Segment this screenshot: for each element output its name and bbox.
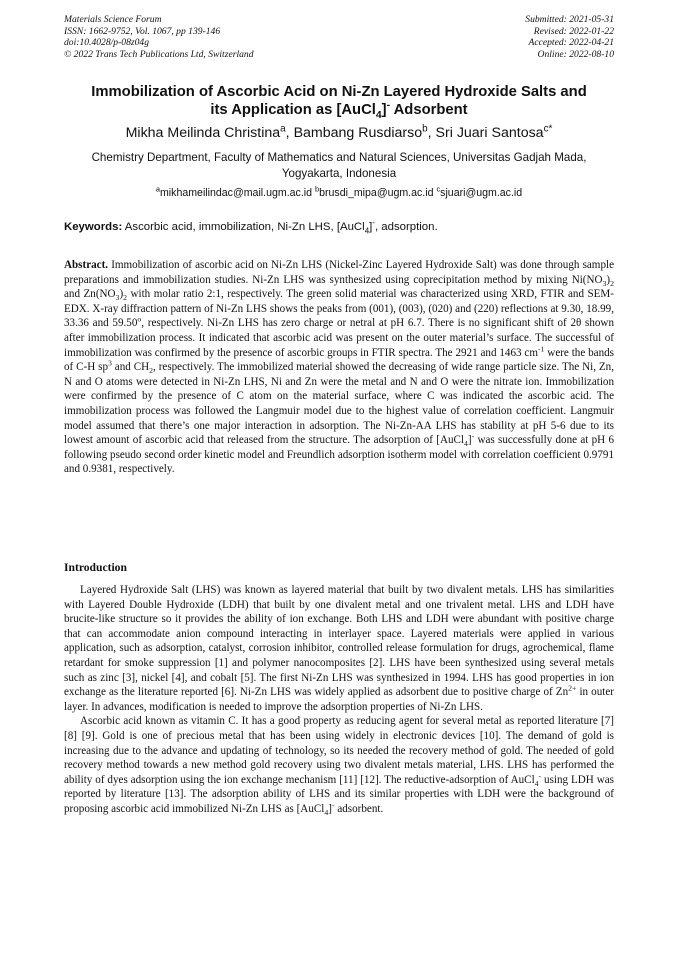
publication-dates — [525, 14, 614, 60]
keywords-label: Keywords: — [64, 221, 123, 233]
email-b[interactable]: brusdi_mipa@ugm.ac.id — [319, 187, 437, 199]
author-3: Sri Juari Santosa — [435, 125, 544, 141]
date-accepted: Accepted: 2022-04-21 — [528, 37, 614, 49]
date-revised: Revised: 2022-01-22 — [533, 25, 614, 37]
author-emails: $^a$mikhameilindac@mail.ugm.ac.id $^b$brusdi_mipa@ugm.ac.id $^c$sjuari@ugm.ac.id — [155, 184, 523, 199]
journal-name: Materials Science Forum — [64, 14, 162, 25]
date-online: Online: 2022-08-10 — [537, 48, 614, 60]
keywords: Keywords: Ascorbic acid, immobilization, Ni-Zn LHS, [AuCl$_4$]-, adsorption. — [64, 218, 438, 236]
journal-doi: doi:10.4028/p-08z04g — [64, 37, 150, 49]
author-2: Bambang Rusdiarso — [293, 125, 423, 141]
author-list: Mikha Meilinda Christina$^a$, Bambang Rusdiarso$^b$, Sri Juari Santosa$^{c*}$ — [125, 123, 553, 141]
introduction-body — [64, 583, 614, 817]
title-line-1: Immobilization of Ascorbic Acid on Ni-Zn Layered Hydroxide Salts and — [91, 84, 587, 100]
email-c[interactable]: sjuari@ugm.ac.id — [440, 187, 523, 199]
author-1: Mikha Meilinda Christina — [125, 125, 281, 141]
title-line-2: its Application as [AuCl$_4$]- Adsorbent — [210, 100, 468, 121]
journal-issn: ISSN: 1662-9752, Vol. 1067, pp 139-146 — [64, 25, 221, 37]
introduction-heading: Introduction — [64, 561, 127, 574]
journal-copyright: © 2022 Trans Tech Publications Ltd, Switzerland — [64, 48, 254, 60]
paper-title — [40, 83, 638, 119]
date-submitted: Submitted: 2021-05-31 — [525, 14, 614, 25]
paragraph: Layered Hydroxide Salt (LHS) was known as layered material that built by two divalent metals. LHS has similarities with Layered Double Hydroxide (LDH) that built by one divalent metal and one trivalent metal. LHS and LDH have brucite-like structure so it provides the ability of ion exchange. Both LHS and LDH were abundant with positive charge that can accommodate anion compound interacting in interlayer space. Layered materials were applied in various application, such as adsorption, catalyst, corrosion inhibitor, controlled release formulation for drugs, agrochemical, flame retardant for smoke suppression [1] and polymer nanocomposites [2]. LHS have been synthesized using several metals such as zinc [3], nickel [4], and cobalt [5]. The first Ni-Zn LHS was synthesized in 1994. LHS has good properties in ion exchange as the literature reported [6]. Ni-Zn LHS was widely applied as adsorbent due to positive charge of $Zn^{2+}$ in outer layer. In advances, modification is needed to improve the adsorption properties of Ni-Zn LHS. — [64, 584, 614, 713]
journal-info — [64, 14, 254, 60]
abstract: Abstract. Immobilization of ascorbic acid on Ni-Zn LHS (Nickel-Zinc Layered Hydroxide Salt) was done through sample preparations and immobilization studies. Ni-Zn LHS was synthesized using coprecipitation method by mixing $Ni(NO_3)_2$ and $Zn(NO_3)_2$ with molar ratio 2:1, respectively. The green solid material was characterized using XRD, FTIR and SEM-EDX. X-ray diffraction pattern of Ni-Zn LHS shows the peaks from (001), (003), (020) and (220) reflections at 9.30, 18.99, 33.36 and 59.50$^o$, respectively. Ni-Zn LHS has zero charge or netral at pH 6.7. There is no significant shift of 2θ shown after immobilization process. It indicated that ascorbic acid was present on the outer material’s surface. The successful of immobilization was confirmed by the presence of ascorbic groups in FTIR spectra. The 2921 and 1463 $cm^{-1}$ were the bands of C-H $sp^3$ and $CH_2$, respectively. The immobilized material showed the decreasing of wide range particle size. The Ni, Zn, N and O atoms were detected in Ni-Zn LHS, Ni and Zn were the metal and N and O were the nitrate ion. Immobilization were confirmed by the presence of C atom on the material surface, where C was indicated the ascorbic acid. The immobilization process was followed the Langmuir model due to the highest value of correlation coefficient. Langmuir model assumed that there’s one major interaction in adsorption. The Ni-Zn-AA LHS has stability at pH 5-6 due to its lowest amount of ascorbic acid that released from the structure. The adsorption of [AuCl$_4$]- was successfully done at pH 6 following pseudo second order kinetic model and Freundlich adsorption isotherm model with correlation coefficient 0.9791 and 0.9381, respectively. — [64, 259, 614, 476]
email-a[interactable]: mikhameilindac@mail.ugm.ac.id — [159, 187, 315, 199]
abstract-label: Abstract. — [64, 259, 109, 271]
paragraph: Ascorbic acid known as vitamin C. It has a good property as reducing agent for several metal as reported literature [7] [8] [9]. Gold is one of precious metal that has been using widely in electronic devices [10]. The demand of gold is increasing due to the advance and updating of technology, so its needed the recovery method of gold. The needed of gold recovery method towards a new method gold recovery using two divalent metals material, LHS. LHS has performed the ability of dyes adsorption using the ion exchange mechanism [11] [12]. The reductive-adsorption of AuCl$_4$- using LDH was reported by literature [13]. The adsorption ability of LHS and its similar properties with LDH were the background of proposing ascorbic acid immobilized Ni-Zn LHS as [AuCl$_4$]- adsorbent. — [64, 715, 614, 818]
affiliation: Chemistry Department, Faculty of Mathematics and Natural Sciences, Universitas Gadjah Mada, Yogyakarta, Indonesia — [91, 151, 587, 180]
